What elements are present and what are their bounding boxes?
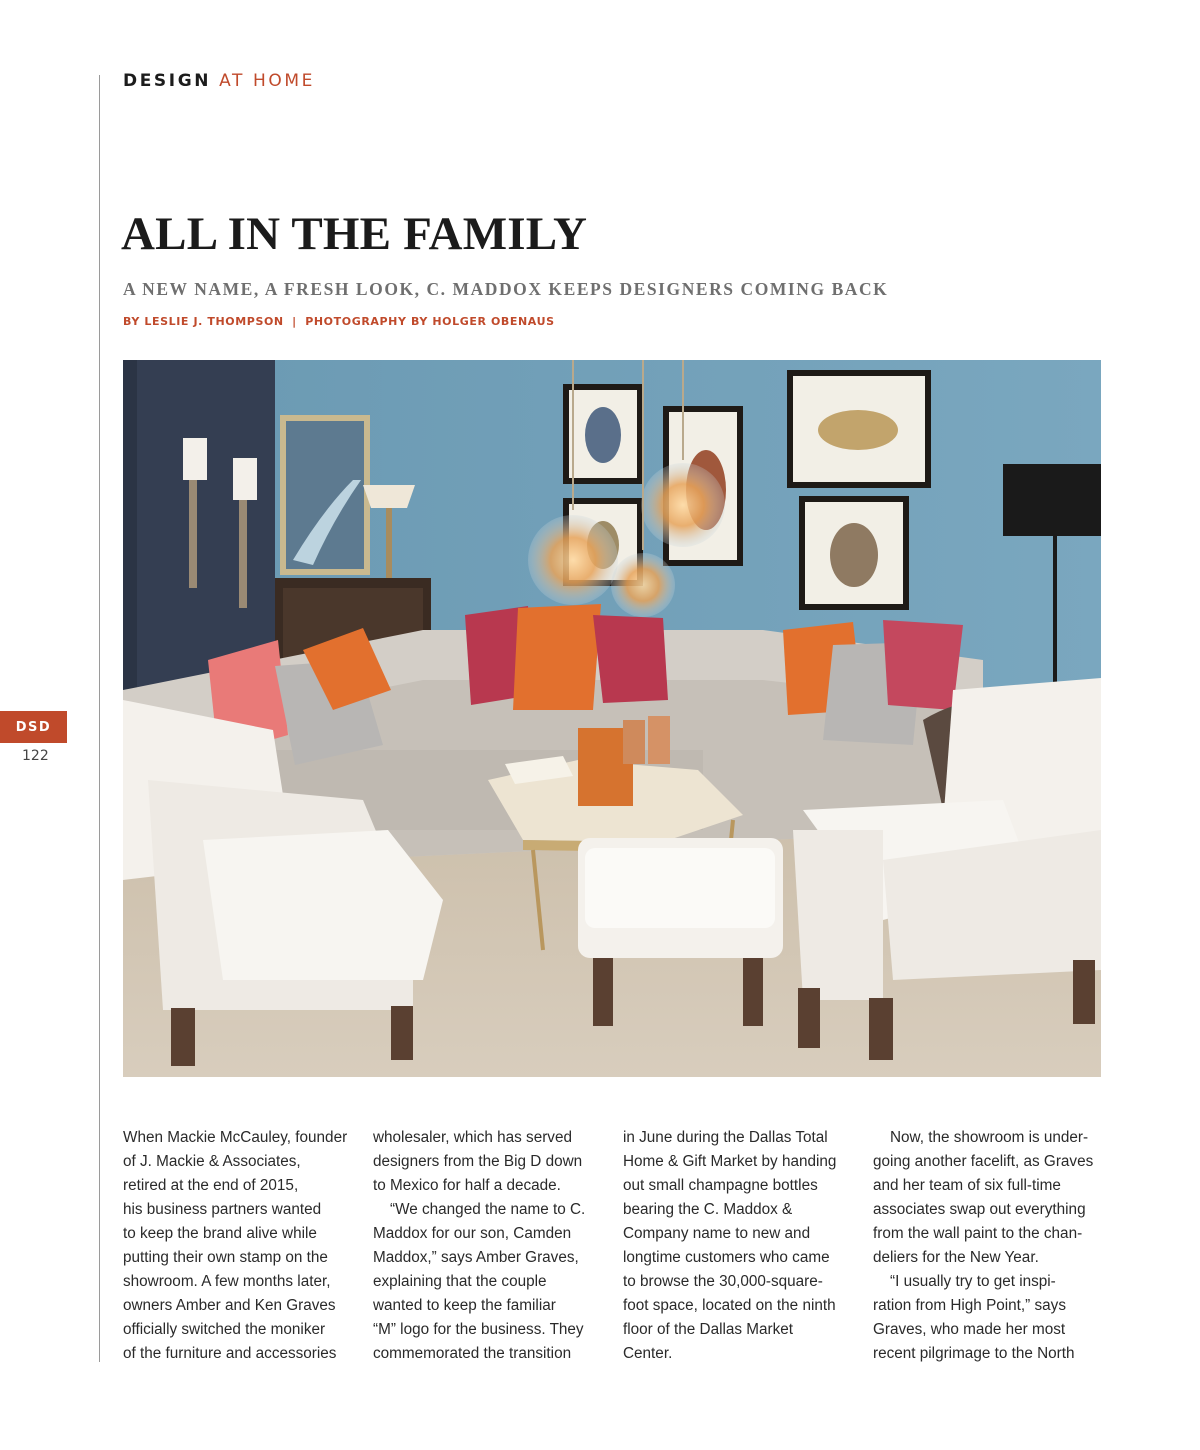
body-line: “We changed the name to C. (373, 1201, 586, 1218)
body-column-1 (123, 1126, 355, 1366)
living-room-photo (123, 360, 1101, 1077)
section-header (123, 71, 315, 91)
body-line: to Mexico for half a decade. (373, 1177, 561, 1194)
body-line: to browse the 30,000-square- (623, 1273, 823, 1290)
body-line: wanted to keep the familiar (373, 1297, 556, 1314)
body-line: “I usually try to get inspi- (873, 1273, 1056, 1290)
body-line: of J. Mackie & Associates, (123, 1153, 301, 1170)
body-line: owners Amber and Ken Graves (123, 1297, 336, 1314)
body-line: bearing the C. Maddox & (623, 1201, 793, 1218)
body-line: ration from High Point,” says (873, 1297, 1066, 1314)
byline (123, 315, 555, 328)
page-number: 122 (22, 748, 49, 764)
body-line: “M” logo for the business. They (373, 1321, 584, 1338)
body-line: Maddox,” says Amber Graves, (373, 1249, 579, 1266)
body-line: and her team of six full-time (873, 1177, 1061, 1194)
body-line: in June during the Dallas Total (623, 1129, 828, 1146)
body-line: associates swap out everything (873, 1201, 1086, 1218)
body-column-2 (373, 1126, 605, 1366)
body-line: recent pilgrimage to the North (873, 1345, 1075, 1362)
section-label-bold: DESIGN (123, 71, 212, 91)
body-line: deliers for the New Year. (873, 1249, 1039, 1266)
body-line: wholesaler, which has served (373, 1129, 572, 1146)
margin-rule (99, 75, 100, 1362)
section-label-accent: AT HOME (219, 71, 315, 91)
body-column-4 (873, 1126, 1105, 1366)
body-line: going another facelift, as Graves (873, 1153, 1094, 1170)
body-line: retired at the end of 2015, (123, 1177, 299, 1194)
body-line: his business partners wanted (123, 1201, 322, 1218)
byline-separator: | (292, 315, 297, 328)
article-subtitle: A NEW NAME, A FRESH LOOK, C. MADDOX KEEPS DESIGNERS COMING BACK (123, 279, 889, 299)
living-room-illustration (123, 360, 1101, 1077)
body-line: Graves, who made her most (873, 1321, 1066, 1338)
body-line: showroom. A few months later, (123, 1273, 331, 1290)
byline-photographer: PHOTOGRAPHY BY HOLGER OBENAUS (305, 315, 555, 328)
body-line: Company name to new and (623, 1225, 811, 1242)
body-line: longtime customers who came (623, 1249, 830, 1266)
body-line: Maddox for our son, Camden (373, 1225, 572, 1242)
section-tab: DSD (0, 711, 67, 743)
body-line: foot space, located on the ninth (623, 1297, 836, 1314)
body-line: Center. (623, 1345, 673, 1362)
body-line: to keep the brand alive while (123, 1225, 317, 1242)
body-line: out small champagne bottles (623, 1177, 818, 1194)
body-line: Home & Gift Market by handing (623, 1153, 837, 1170)
body-line: designers from the Big D down (373, 1153, 583, 1170)
article-title: ALL IN THE FAMILY (121, 208, 588, 260)
body-line: When Mackie McCauley, founder (123, 1129, 348, 1146)
byline-author: BY LESLIE J. THOMPSON (123, 315, 284, 328)
body-line: officially switched the moniker (123, 1321, 326, 1338)
body-line: Now, the showroom is under- (873, 1129, 1089, 1146)
body-line: of the furniture and accessories (123, 1345, 337, 1362)
body-line: from the wall paint to the chan- (873, 1225, 1083, 1242)
body-line: explaining that the couple (373, 1273, 547, 1290)
body-column-3 (623, 1126, 855, 1366)
body-line: commemorated the transition (373, 1345, 572, 1362)
body-line: floor of the Dallas Market (623, 1321, 794, 1338)
body-line: putting their own stamp on the (123, 1249, 328, 1266)
